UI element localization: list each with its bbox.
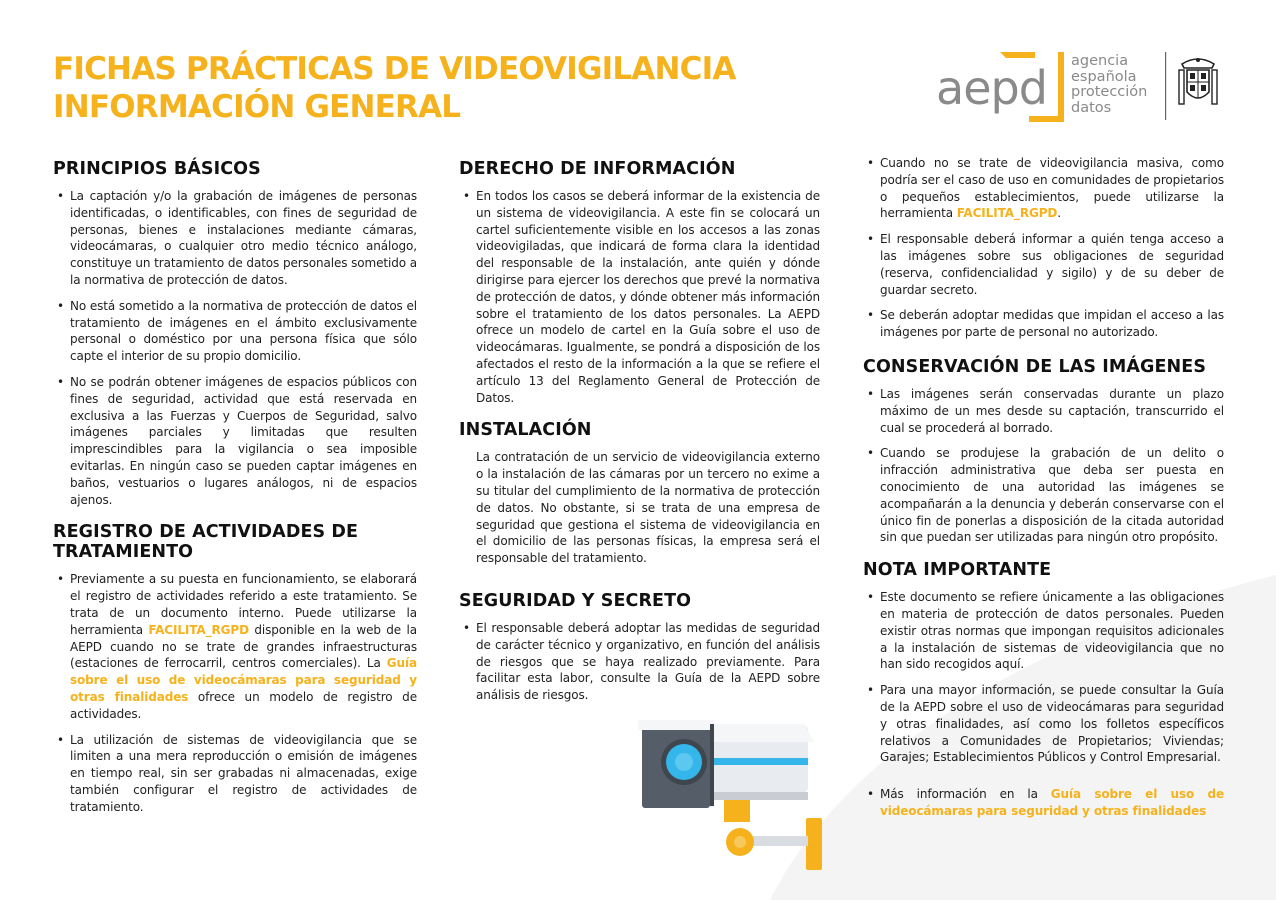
list-item: • Este documento se refiere únicamente a las obligaciones en materia de protección de datos personales. Pueden existir otras normas que impongan requisitos adicionales a la instalación de sistemas de videovigilancia que no han sido recogidos aquí. <box>863 589 1224 673</box>
logo-line-datos: datos <box>1071 99 1112 116</box>
logo-line-espanola: española <box>1071 68 1137 85</box>
section-title-instalacion: INSTALACIÓN <box>459 420 592 441</box>
facilita-rgpd-link[interactable]: FACILITA_RGPD <box>148 622 249 637</box>
section-title-nota: NOTA IMPORTANTE <box>863 560 1052 581</box>
registro-text-a: Previamente a su puesta en funcionamiento, se elaborará el registro de actividades referido a este tratamiento. Se trata de un documento interno. Puede utilizarse la herramienta <box>70 572 417 637</box>
list-item: • No está sometido a la normativa de protección de datos el tratamiento de imágenes en el ámbito exclusivamente personal o doméstico por una persona física que sólo capte el interior de su propio domicilio. <box>53 298 417 365</box>
list-item: • Se deberán adoptar medidas que impidan el acceso a las imágenes por parte de personal no autorizado. <box>863 307 1224 341</box>
column-middle <box>459 159 820 713</box>
section-conservacion <box>863 357 1224 546</box>
section-title-derecho: DERECHO DE INFORMACIÓN <box>459 159 736 179</box>
column-left <box>53 159 417 825</box>
section-title-principios: PRINCIPIOS BÁSICOS <box>53 159 261 179</box>
list-item <box>863 786 1224 820</box>
section-principios-basicos <box>53 159 417 508</box>
section-nota-importante <box>863 560 1224 820</box>
facilita-rgpd-link[interactable]: FACILITA_RGPD <box>956 206 1058 221</box>
section-seguridad-secreto <box>459 591 820 704</box>
list-item: • Cuando se produjese la grabación de un delito o infracción administrativa que deba ser puesta en conocimiento de una autoridad las imágenes se acompañarán a la denuncia y deberán conservarse con el único fin de ponerlas a disposición de la citada autoridad sin que puedan ser utilizadas para ningún otro propósito. <box>863 445 1224 546</box>
logo-line-agencia: agencia <box>1071 53 1129 69</box>
section-title-seguridad: SEGURIDAD Y SECRETO <box>459 590 692 611</box>
logo-line-proteccion: protección <box>1071 84 1148 100</box>
section-instalacion <box>459 420 820 567</box>
aepd-logo-text <box>1071 54 1147 116</box>
mas-informacion-text: Más información en la <box>880 787 1051 802</box>
col3-text-b: . <box>1057 206 1061 221</box>
col3-text-a: Cuando no se trate de videovigilancia masiva, como podría ser el caso de uso en comunidades de propietarios o pequeños establecimientos, puede utilizarse la herramienta <box>880 156 1224 221</box>
page-title-line1: FICHAS PRÁCTICAS DE VIDEOVIGILANCIA <box>53 51 736 87</box>
instalacion-text: La contratación de un servicio de videovigilancia externo o la instalación de las cámaras por un tercero no exime a su titular del cumplimiento de la normativa de protección de datos. No obstante, si se trata de una empresa de seguridad que gestiona el sistema de videovigilancia en el domicilio de las personas físicas, la empresa será el responsable del tratamiento. <box>476 450 820 566</box>
list-item: • La captación y/o la grabación de imágenes de personas identificadas, o identificables, con fines de seguridad de personas, bienes e instalaciones mediante cámaras, videocámaras, o cualquier otro medio técnico análogo, constituye un tratamiento de datos personales sometido a la normativa de protección de datos. <box>53 188 417 289</box>
list-item <box>53 571 417 722</box>
column-right <box>863 155 1224 829</box>
list-item: • La utilización de sistemas de videovigilancia que se limiten a una mera reproducción o emisión de imágenes en tiempo real, sin ser grabadas ni almacenadas, exige también configurar el registro de actividades de tratamiento. <box>53 732 417 816</box>
section-title-registro: REGISTRO DE ACTIVIDADES DE TRATAMIENTO <box>53 522 359 563</box>
list-item <box>863 155 1224 222</box>
section-seguridad-continued <box>863 155 1224 341</box>
registro-text-c: ofrece un modelo de registro de actividades. <box>70 689 417 721</box>
list-item: • Para una mayor información, se puede consultar la Guía de la AEPD sobre el uso de videocámaras para seguridad y otras finalidades, así como los folletos específicos relativos a Comunidades de Propietarios; Viviendas; Garajes; Establecimientos Públicos y Control Empresarial. <box>863 682 1224 766</box>
list-item: • El responsable deberá informar a quién tenga acceso a las imágenes sobre sus obligaciones de seguridad (reserva, confidencialidad y sigilo) y de su deber de guardar secreto. <box>863 231 1224 298</box>
list-item: • Las imágenes serán conservadas durante un plazo máximo de un mes desde su captación, transcurrido el cual se procederá al borrado. <box>863 386 1224 436</box>
section-derecho-informacion <box>459 159 820 406</box>
guia-videocamaras-link[interactable]: Guía sobre el uso de videocámaras para seguridad y otras finalidades <box>70 656 417 704</box>
spain-coat-of-arms-icon <box>1179 58 1217 104</box>
section-title-conservacion: CONSERVACIÓN DE LAS IMÁGENES <box>863 356 1207 377</box>
page-title-line2: INFORMACIÓN GENERAL <box>53 89 461 125</box>
guia-videocamaras-link[interactable]: Guía sobre el uso de videocámaras para seguridad y otras finalidades <box>880 787 1225 818</box>
list-item: • El responsable deberá adoptar las medidas de seguridad de carácter técnico y organizativo, en función del análisis de riesgos que se haya realizado previamente. Para facilitar esta labor, consulte la Guía de la AEPD sobre análisis de riesgos. <box>459 620 820 704</box>
list-item: • En todos los casos se deberá informar de la existencia de un sistema de videovigilancia. A este fin se colocará un cartel suficientemente visible en los accesos a las zonas videovigiladas, que indicará de forma clara la identidad del responsable de la instalación, ante quién y dónde dirigirse para ejercer los derechos que prevé la normativa de protección de datos, y dónde obtener más información sobre el tratamiento de los datos personales. La AEPD ofrece un modelo de cartel en la Guía sobre el uso de videocámaras. Igualmente, se pondrá a disposición de los afectados el resto de la información a la que se refiere el artículo 13 del Reglamento General de Protección de Datos. <box>459 188 820 406</box>
section-registro-actividades <box>53 522 417 815</box>
page-title <box>53 50 736 126</box>
list-item: • No se podrán obtener imágenes de espacios públicos con fines de seguridad, actividad que está reservada en exclusiva a las Fuerzas y Cuerpos de Seguridad, salvo imágenes parciales y limitadas que resulten imprescindibles para la vigilancia o sea imposible evitarlas. En ningún caso se pueden captar imágenes en baños, vestuarios o lugares análogos, ni de espacios ajenos. <box>53 374 417 508</box>
security-camera-icon <box>628 712 833 872</box>
registro-text-b: disponible en la web de la AEPD cuando no se trate de grandes infraestructuras (estaciones de ferrocarril, centros comerciales). La <box>70 622 417 671</box>
aepd-logo-mark: aepd <box>936 61 1047 115</box>
